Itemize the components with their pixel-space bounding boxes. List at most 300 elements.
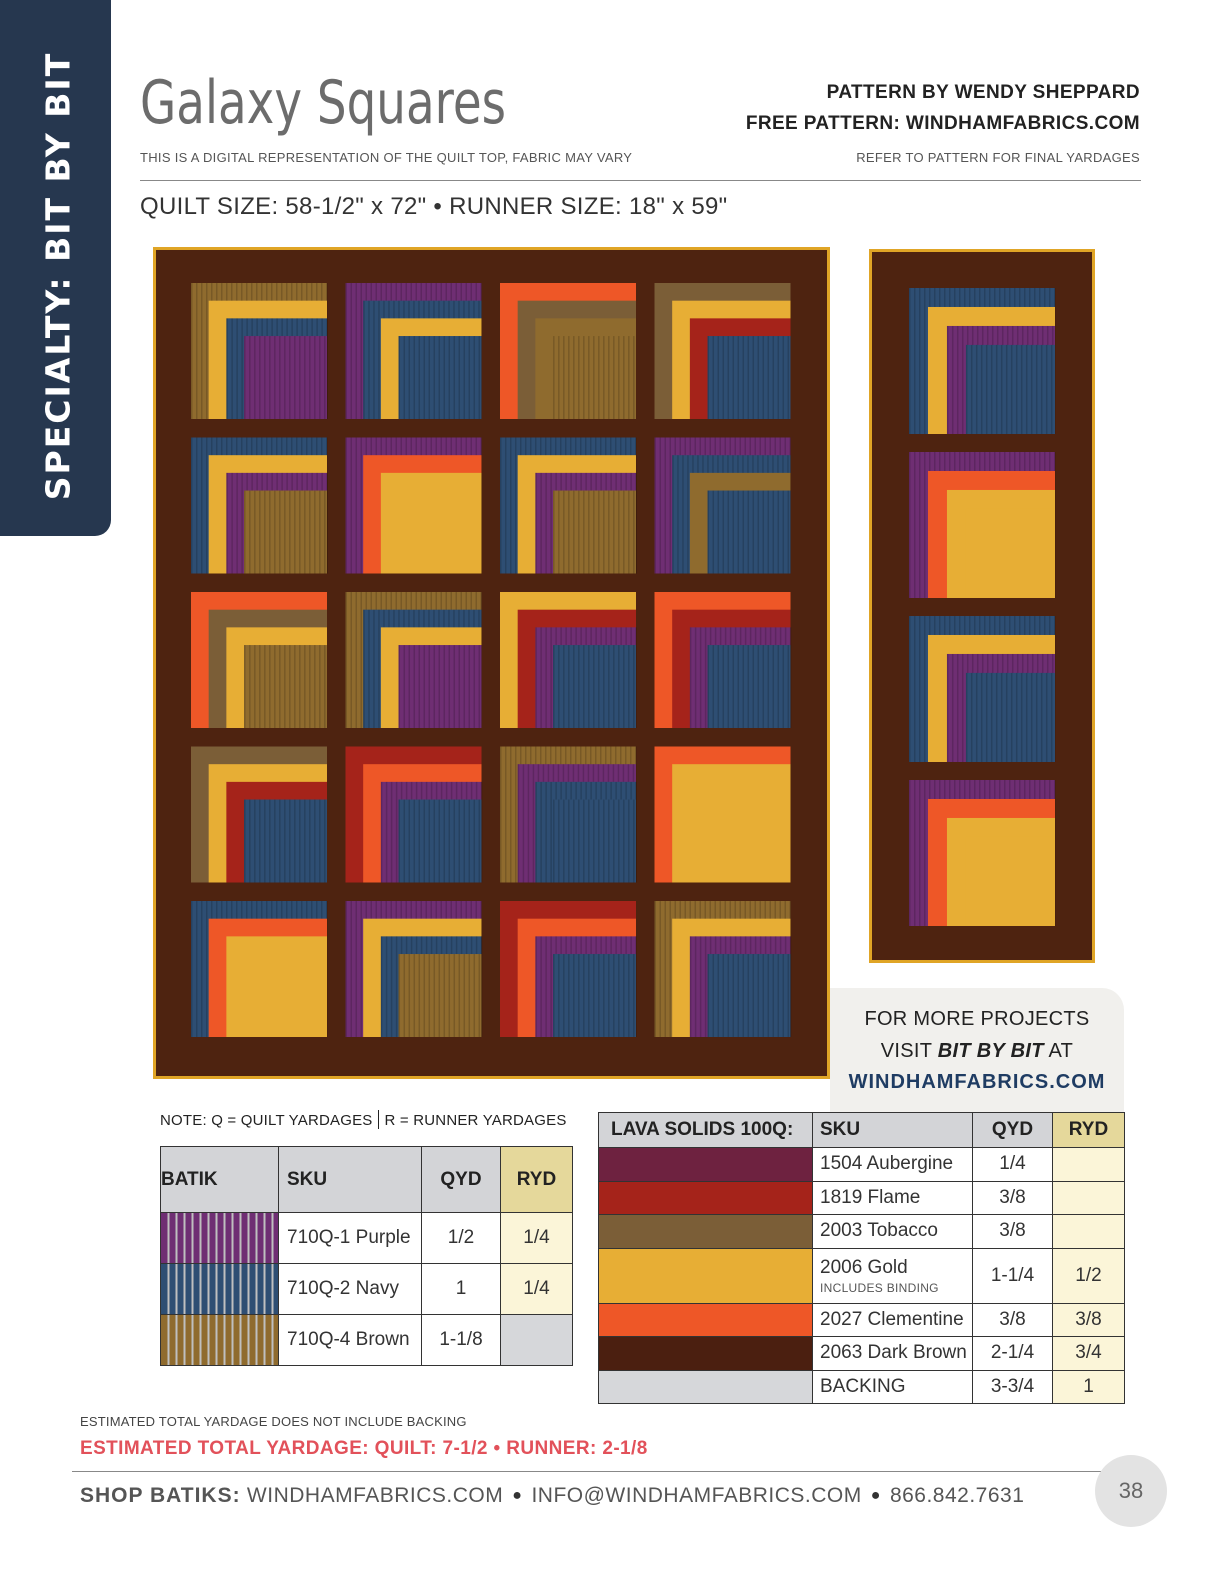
- batik-streak: [773, 954, 775, 1037]
- batik-streak: [1036, 673, 1038, 762]
- runner-image: [869, 249, 1095, 963]
- batik-streak: [919, 452, 921, 598]
- batik-streak: [429, 645, 431, 728]
- block-center: [399, 491, 482, 574]
- batik-streak: [783, 336, 785, 419]
- batik-streak: [768, 954, 770, 1037]
- batik-streak: [578, 491, 580, 574]
- batik-streak: [550, 936, 552, 1037]
- batik-streak: [753, 491, 755, 574]
- promo-line-1: FOR MORE PROJECTS: [864, 1008, 1090, 1030]
- batik-streak: [241, 473, 243, 574]
- batik-streak: [628, 336, 630, 419]
- batik-streak: [459, 645, 461, 728]
- batik-streak: [713, 954, 715, 1037]
- batik-streak: [244, 491, 246, 574]
- batik-streak: [778, 954, 780, 1037]
- qyd-cell: 3/8: [973, 1303, 1053, 1337]
- batik-streak: [1011, 345, 1013, 434]
- batik-streak: [324, 491, 326, 574]
- batik-streak: [568, 954, 570, 1037]
- batik-streak: [351, 283, 353, 419]
- batik-streak: [361, 438, 363, 574]
- batik-streak: [201, 283, 203, 419]
- batik-streak: [346, 901, 348, 1037]
- batik-streak: [1041, 345, 1043, 434]
- block-center: [244, 954, 327, 1037]
- batik-streak: [665, 438, 667, 574]
- batik-streak: [314, 336, 316, 419]
- sku-cell: 710Q-4 Brown: [279, 1315, 422, 1366]
- batik-streak: [274, 336, 276, 419]
- batik-streak: [966, 345, 968, 434]
- batik-streak: [583, 645, 585, 728]
- batik-streak: [623, 336, 625, 419]
- batik-streak: [289, 800, 291, 883]
- batik-streak: [588, 645, 590, 728]
- batik-streak: [618, 491, 620, 574]
- batik-streak: [603, 954, 605, 1037]
- batik-streak: [608, 645, 610, 728]
- batik-streak: [1026, 673, 1028, 762]
- batik-streak: [409, 800, 411, 883]
- batik-streak: [533, 764, 535, 882]
- ryd-cell: 3/8: [1053, 1303, 1125, 1337]
- batik-streak: [914, 452, 916, 598]
- batik-streak: [971, 345, 973, 434]
- batik-streak: [264, 336, 266, 419]
- batik-streak: [294, 491, 296, 574]
- batik-streak: [613, 336, 615, 419]
- block-center: [966, 837, 1055, 926]
- batik-streak: [545, 936, 547, 1037]
- batik-streak: [909, 452, 911, 598]
- table-row: [599, 1248, 1125, 1303]
- batik-streak: [768, 336, 770, 419]
- batik-streak: [1001, 673, 1003, 762]
- batik-streak: [259, 491, 261, 574]
- batik-streak: [1026, 345, 1028, 434]
- fabric-swatch: [599, 1248, 813, 1303]
- batik-streak: [753, 336, 755, 419]
- batik-streak: [919, 780, 921, 926]
- batik-streak: [391, 936, 393, 1037]
- batik-streak: [404, 336, 406, 419]
- footer: [80, 1484, 1024, 1508]
- batik-streak: [279, 336, 281, 419]
- batik-streak: [578, 800, 580, 883]
- batik-streak: [249, 645, 251, 728]
- batik-streak: [535, 473, 537, 574]
- batik-streak: [598, 645, 600, 728]
- batik-streak: [505, 438, 507, 574]
- batik-streak: [444, 645, 446, 728]
- batik-streak: [713, 645, 715, 728]
- batik-streak: [206, 438, 208, 574]
- batik-streak: [299, 491, 301, 574]
- batik-streak: [540, 627, 542, 728]
- batik-streak: [687, 455, 689, 573]
- batik-streak: [909, 616, 911, 762]
- batik-streak: [474, 336, 476, 419]
- batik-streak: [231, 318, 233, 419]
- batik-streak: [758, 954, 760, 1037]
- batik-streak: [454, 800, 456, 883]
- batik-streak: [196, 283, 198, 419]
- batik-streak: [633, 800, 635, 883]
- batik-streak: [613, 954, 615, 1037]
- batik-streak: [708, 645, 710, 728]
- page-number: 38: [1095, 1455, 1167, 1527]
- batik-streak: [608, 491, 610, 574]
- batik-streak: [733, 645, 735, 728]
- batik-streak: [429, 954, 431, 1037]
- fabric-swatch: [599, 1181, 813, 1215]
- side-tab-label: SPECIALTY: BIT BY BIT: [38, 51, 78, 501]
- batik-header-qyd: QYD: [422, 1147, 501, 1213]
- batik-streak: [1021, 345, 1023, 434]
- batik-streak: [434, 645, 436, 728]
- batik-streak: [459, 336, 461, 419]
- batik-streak: [269, 336, 271, 419]
- table-row: [599, 1215, 1125, 1249]
- batik-streak: [429, 336, 431, 419]
- batik-streak: [254, 491, 256, 574]
- batik-streak: [528, 764, 530, 882]
- batik-streak: [424, 336, 426, 419]
- batik-streak: [568, 336, 570, 419]
- batik-streak: [284, 491, 286, 574]
- batik-streak: [763, 954, 765, 1037]
- batik-streak: [314, 645, 316, 728]
- qyd-cell: 1/4: [973, 1148, 1053, 1182]
- batik-streak: [981, 345, 983, 434]
- batik-streak: [583, 491, 585, 574]
- batik-streak: [728, 491, 730, 574]
- batik-streak: [783, 491, 785, 574]
- batik-streak: [558, 645, 560, 728]
- free-pattern-link[interactable]: FREE PATTERN: WINDHAMFABRICS.COM: [745, 113, 1140, 134]
- batik-header-batik: BATIK: [161, 1147, 279, 1213]
- batik-streak: [753, 954, 755, 1037]
- batik-streak: [314, 491, 316, 574]
- table-row: [599, 1337, 1125, 1371]
- batik-streak: [1011, 673, 1013, 762]
- batik-streak: [723, 645, 725, 728]
- batik-streak: [670, 901, 672, 1037]
- batik-streak: [304, 336, 306, 419]
- batik-streak: [743, 645, 745, 728]
- ryd-cell: 3/4: [1053, 1337, 1125, 1371]
- batik-streak: [319, 800, 321, 883]
- batik-streak: [419, 800, 421, 883]
- batik-streak: [444, 954, 446, 1037]
- batik-streak: [563, 645, 565, 728]
- batik-streak: [558, 336, 560, 419]
- batik-streak: [226, 473, 228, 574]
- footer-email-link[interactable]: INFO@WINDHAMFABRICS.COM: [531, 1484, 862, 1507]
- lava-header-qyd: QYD: [973, 1113, 1053, 1148]
- batik-streak: [1031, 673, 1033, 762]
- batik-streak: [309, 800, 311, 883]
- batik-streak: [409, 336, 411, 419]
- batik-streak: [469, 954, 471, 1037]
- batik-streak: [728, 954, 730, 1037]
- batik-streak: [788, 645, 790, 728]
- batik-streak: [396, 936, 398, 1037]
- batik-streak: [713, 336, 715, 419]
- batik-streak: [718, 491, 720, 574]
- estimate-total: ESTIMATED TOTAL YARDAGE: QUILT: 7-1/2 • RUNNER: 2-1/8: [80, 1438, 648, 1459]
- ryd-cell: 1: [1053, 1370, 1125, 1404]
- batik-streak: [919, 288, 921, 434]
- batik-streak: [414, 645, 416, 728]
- batik-streak: [660, 438, 662, 574]
- batik-streak: [196, 901, 198, 1037]
- batik-streak: [206, 901, 208, 1037]
- batik-streak: [299, 800, 301, 883]
- batik-streak: [758, 491, 760, 574]
- pattern-credit: PATTERN BY WENDY SHEPPARD: [826, 82, 1140, 103]
- batik-streak: [623, 491, 625, 574]
- batik-streak: [1036, 345, 1038, 434]
- batik-streak: [1051, 345, 1053, 434]
- batik-streak: [474, 645, 476, 728]
- qyd-cell: 3/8: [973, 1215, 1053, 1249]
- batik-streak: [454, 645, 456, 728]
- batik-streak: [346, 592, 348, 728]
- batik-streak: [259, 800, 261, 883]
- batik-streak: [474, 800, 476, 883]
- ryd-cell: [1053, 1181, 1125, 1215]
- batik-streak: [568, 800, 570, 883]
- sku-label: 1504 Aubergine: [820, 1153, 954, 1175]
- batik-streak: [563, 800, 565, 883]
- disclaimer: THIS IS A DIGITAL REPRESENTATION OF THE QUILT TOP, FABRIC MAY VARY: [140, 150, 633, 165]
- batik-streak: [459, 800, 461, 883]
- batik-streak: [399, 645, 401, 728]
- batik-streak: [274, 645, 276, 728]
- batik-streak: [623, 954, 625, 1037]
- batik-streak: [763, 491, 765, 574]
- batik-streak: [748, 645, 750, 728]
- batik-streak: [356, 592, 358, 728]
- batik-streak: [618, 336, 620, 419]
- batik-streak: [677, 455, 679, 573]
- batik-streak: [957, 326, 959, 434]
- qyd-cell: 1/2: [422, 1213, 501, 1264]
- batik-streak: [962, 654, 964, 762]
- batik-streak: [573, 336, 575, 419]
- block-center: [966, 509, 1055, 598]
- batik-streak: [464, 954, 466, 1037]
- sku-cell: [813, 1337, 973, 1371]
- batik-streak: [1016, 673, 1018, 762]
- batik-streak: [613, 491, 615, 574]
- batik-streak: [545, 782, 547, 883]
- batik-streak: [981, 673, 983, 762]
- batik-streak: [618, 954, 620, 1037]
- batik-streak: [309, 336, 311, 419]
- batik-streak: [924, 288, 926, 434]
- batik-streak: [695, 627, 697, 728]
- batik-streak: [231, 473, 233, 574]
- batik-streak: [957, 654, 959, 762]
- batik-streak: [1046, 673, 1048, 762]
- batik-streak: [598, 336, 600, 419]
- qyd-cell: 3/8: [973, 1181, 1053, 1215]
- fabric-swatch: [599, 1215, 813, 1249]
- batik-streak: [249, 336, 251, 419]
- batik-streak: [553, 800, 555, 883]
- batik-streak: [469, 336, 471, 419]
- batik-streak: [449, 954, 451, 1037]
- batik-streak: [1001, 345, 1003, 434]
- batik-streak: [409, 954, 411, 1037]
- footer-bullet: ●: [512, 1487, 523, 1504]
- batik-streak: [459, 954, 461, 1037]
- batik-streak: [783, 645, 785, 728]
- quilt-image: [153, 247, 830, 1079]
- batik-streak: [269, 800, 271, 883]
- batik-streak: [952, 326, 954, 434]
- batik-streak: [361, 901, 363, 1037]
- batik-streak: [608, 954, 610, 1037]
- batik-streak: [535, 627, 537, 728]
- batik-streak: [768, 491, 770, 574]
- batik-streak: [191, 283, 193, 419]
- batik-streak: [414, 954, 416, 1037]
- batik-streak: [655, 438, 657, 574]
- promo-website-link[interactable]: WINDHAMFABRICS.COM: [848, 1071, 1106, 1093]
- fabric-swatch: [599, 1337, 813, 1371]
- batik-streak: [593, 645, 595, 728]
- batik-streak: [361, 283, 363, 419]
- batik-streak: [1016, 345, 1018, 434]
- batik-streak: [510, 438, 512, 574]
- batik-streak: [244, 800, 246, 883]
- fabric-swatch: [599, 1370, 813, 1404]
- batik-streak: [1006, 345, 1008, 434]
- batik-streak: [723, 954, 725, 1037]
- batik-streak: [361, 592, 363, 728]
- batik-streak: [947, 654, 949, 762]
- batik-streak: [324, 800, 326, 883]
- footer-phone: 866.842.7631: [889, 1484, 1025, 1507]
- batik-streak: [743, 954, 745, 1037]
- batik-streak: [373, 610, 375, 728]
- batik-streak: [733, 491, 735, 574]
- batik-streak: [259, 645, 261, 728]
- sku-cell: [813, 1215, 973, 1249]
- batik-streak: [550, 473, 552, 574]
- batik-streak: [924, 616, 926, 762]
- batik-streak: [690, 627, 692, 728]
- batik-streak: [500, 747, 502, 883]
- sku-cell: 710Q-2 Navy: [279, 1264, 422, 1315]
- batik-streak: [391, 782, 393, 883]
- batik-streak: [618, 800, 620, 883]
- promo-bit-by-bit: BIT BY BIT: [937, 1040, 1044, 1062]
- batik-streak: [269, 645, 271, 728]
- sku-cell: [813, 1303, 973, 1337]
- batik-streak: [628, 491, 630, 574]
- batik-streak: [628, 645, 630, 728]
- batik-streak: [962, 326, 964, 434]
- batik-streak: [523, 764, 525, 882]
- batik-streak: [434, 800, 436, 883]
- batik-streak: [633, 336, 635, 419]
- batik-streak: [518, 764, 520, 882]
- batik-streak: [553, 645, 555, 728]
- batik-streak: [976, 673, 978, 762]
- batik-streak: [753, 645, 755, 728]
- batik-streak: [449, 800, 451, 883]
- sku-label: BACKING: [820, 1375, 906, 1397]
- batik-streak: [593, 336, 595, 419]
- batik-streak: [924, 780, 926, 926]
- batik-streak: [439, 336, 441, 419]
- batik-streak: [363, 301, 365, 419]
- batik-streak: [510, 747, 512, 883]
- batik-streak: [289, 336, 291, 419]
- batik-streak: [236, 473, 238, 574]
- batik-streak: [419, 645, 421, 728]
- ryd-cell: 1/4: [501, 1264, 573, 1315]
- batik-streak: [249, 491, 251, 574]
- batik-streak: [633, 645, 635, 728]
- fabric-swatch: [161, 1315, 279, 1366]
- batik-streak: [439, 800, 441, 883]
- sku-label: 2027 Clementine: [820, 1308, 964, 1330]
- batik-streak: [264, 645, 266, 728]
- batik-streak: [396, 782, 398, 883]
- batik-streak: [299, 336, 301, 419]
- lava-header-sku: SKU: [813, 1113, 973, 1148]
- batik-streak: [363, 610, 365, 728]
- batik-streak: [778, 491, 780, 574]
- batik-streak: [356, 901, 358, 1037]
- batik-streak: [1006, 673, 1008, 762]
- footer-website-link[interactable]: WINDHAMFABRICS.COM: [246, 1484, 504, 1507]
- batik-streak: [309, 491, 311, 574]
- batik-streak: [695, 936, 697, 1037]
- batik-streak: [563, 336, 565, 419]
- batik-streak: [439, 645, 441, 728]
- header-divider: [140, 180, 1141, 181]
- batik-streak: [314, 800, 316, 883]
- table-row: [599, 1370, 1125, 1404]
- sku-note: INCLUDES BINDING: [820, 1280, 939, 1295]
- batik-streak: [294, 800, 296, 883]
- batik-streak: [618, 645, 620, 728]
- batik-streak: [289, 645, 291, 728]
- batik-streak: [439, 954, 441, 1037]
- batik-streak: [971, 673, 973, 762]
- batik-streak: [294, 645, 296, 728]
- batik-streak: [924, 452, 926, 598]
- promo-at: AT: [1048, 1040, 1074, 1062]
- batik-streak: [553, 954, 555, 1037]
- batik-streak: [264, 800, 266, 883]
- batik-streak: [449, 336, 451, 419]
- batik-streak: [244, 645, 246, 728]
- sku-cell: [813, 1370, 973, 1404]
- batik-streak: [479, 645, 481, 728]
- batik-streak: [540, 782, 542, 883]
- batik-streak: [763, 336, 765, 419]
- batik-streak: [399, 954, 401, 1037]
